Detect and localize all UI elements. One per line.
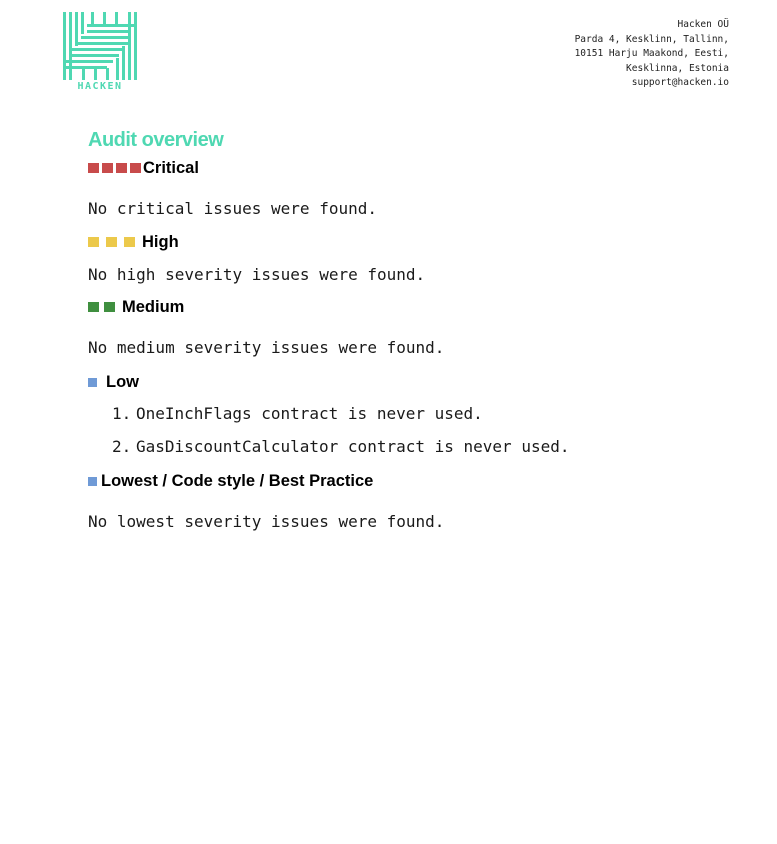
address-line: 10151 Harju Maakond, Eesti,	[574, 48, 729, 59]
severity-text: No medium severity issues were found.	[88, 338, 445, 357]
low-issues-list	[112, 404, 738, 456]
address-line: Parda 4, Kesklinn, Tallinn,	[574, 33, 729, 45]
severity-heading-critical	[88, 157, 738, 179]
list-item	[112, 437, 738, 456]
severity-square	[88, 237, 99, 247]
severity-square	[88, 163, 99, 173]
section-title: Audit overview	[88, 129, 224, 151]
severity-square	[106, 237, 117, 247]
severity-label: High	[142, 232, 179, 251]
logo-wordmark: HACKEN	[77, 81, 123, 92]
severity-text: No high severity issues were found.	[88, 265, 426, 284]
severity-squares-low	[88, 378, 106, 387]
audit-overview-section	[88, 126, 738, 531]
severity-label: Lowest / Code style / Best Practice	[101, 471, 374, 490]
severity-heading-low	[88, 371, 738, 393]
company-address	[575, 18, 729, 91]
severity-squares-critical	[88, 163, 143, 173]
severity-square	[88, 302, 99, 312]
support-email: support@hacken.io	[631, 77, 729, 88]
severity-label: Critical	[143, 158, 199, 177]
address-line: Hacken OÜ	[677, 19, 729, 30]
severity-square	[88, 378, 97, 387]
severity-square	[102, 163, 113, 173]
severity-label: Low	[106, 372, 139, 391]
hacken-logo	[63, 12, 137, 94]
severity-heading-high	[88, 231, 738, 253]
severity-text: No critical issues were found.	[88, 199, 377, 218]
address-line: Kesklinna, Estonia	[626, 62, 729, 74]
severity-squares-medium	[88, 302, 122, 312]
severity-square	[124, 237, 135, 247]
severity-squares-lowest	[88, 477, 101, 486]
severity-square	[130, 163, 141, 173]
list-number: 2.	[112, 437, 132, 456]
severity-heading-lowest	[88, 470, 738, 492]
list-number: 1.	[112, 404, 132, 423]
severity-square	[104, 302, 115, 312]
severity-text: No lowest severity issues were found.	[88, 512, 445, 531]
hacken-logo-mark	[63, 12, 137, 80]
severity-square	[88, 477, 97, 486]
list-item	[112, 404, 738, 423]
list-item-text: GasDiscountCalculator contract is never used.	[136, 437, 570, 456]
severity-label: Medium	[122, 297, 185, 316]
list-item-text: OneInchFlags contract is never used.	[136, 404, 483, 423]
severity-square	[116, 163, 127, 173]
severity-squares-high	[88, 237, 142, 247]
severity-heading-medium	[88, 296, 738, 318]
